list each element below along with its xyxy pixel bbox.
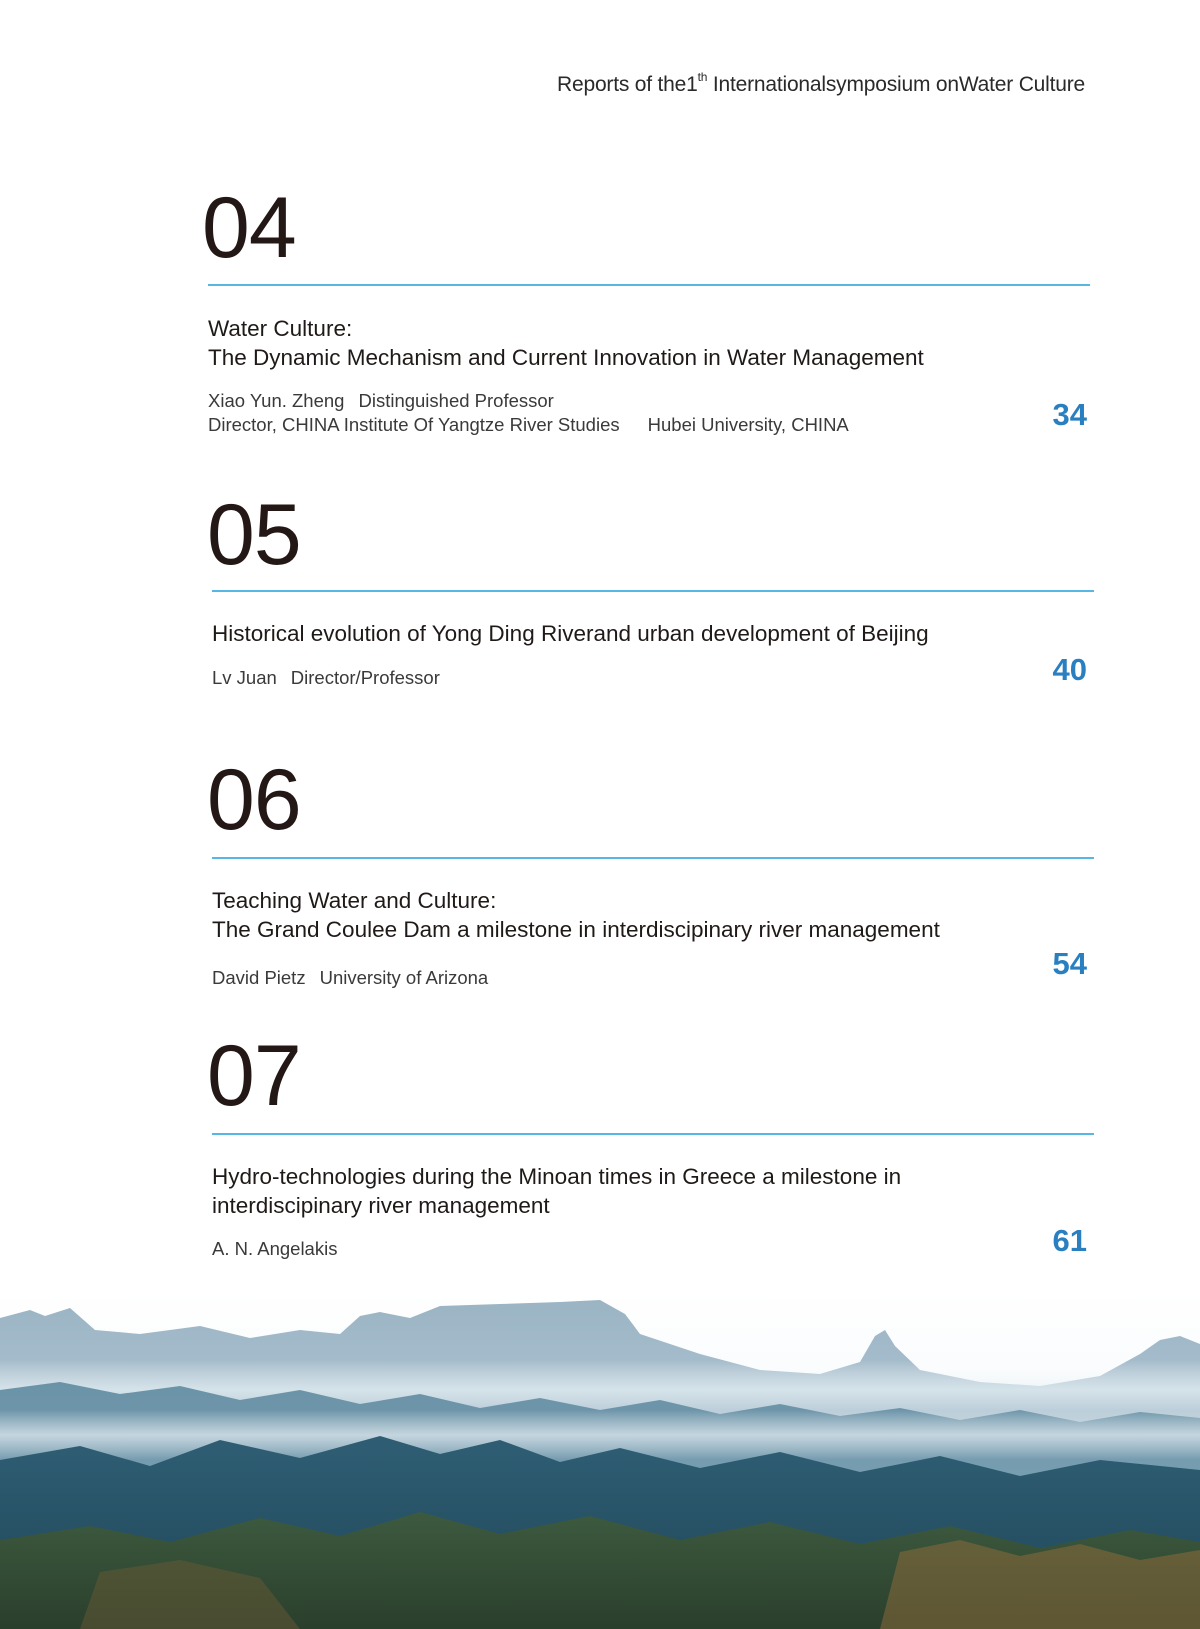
page-number[interactable]: 54 [1052, 946, 1087, 981]
entry-authors [212, 966, 488, 990]
author-line [208, 413, 849, 437]
entry-authors [212, 1237, 337, 1261]
author-name: Lv Juan [212, 667, 277, 688]
section-number: 06 [207, 752, 301, 848]
section-number: 04 [202, 180, 296, 276]
section-divider [212, 590, 1094, 592]
author-affiliation-org: Hubei University, CHINA [647, 414, 849, 435]
entry-title[interactable] [208, 314, 924, 372]
page-number[interactable]: 40 [1052, 652, 1087, 687]
header-superscript: th [697, 70, 708, 84]
author-name: David Pietz [212, 967, 306, 988]
page-number[interactable]: 61 [1052, 1223, 1087, 1258]
author-affiliation: Director, CHINA Institute Of Yangtze River Studies [208, 414, 620, 435]
entry-title-line: Water Culture: [208, 316, 353, 341]
entry-title-line: The Dynamic Mechanism and Current Innovation in Water Management [208, 345, 924, 370]
author-affiliation: University of Arizona [319, 967, 489, 988]
author-role: Director/Professor [290, 667, 440, 688]
entry-title-line: The Grand Coulee Dam a milestone in interdiscipinary river management [212, 917, 940, 942]
author-line [212, 966, 488, 990]
section-number: 07 [207, 1028, 301, 1124]
entry-title[interactable] [212, 886, 940, 944]
author-name: Xiao Yun. Zheng [208, 390, 345, 411]
author-line [212, 1237, 337, 1261]
mountain-landscape-image [0, 1290, 1200, 1629]
entry-title[interactable] [212, 619, 929, 648]
page-number[interactable]: 34 [1052, 397, 1087, 432]
entry-authors [208, 389, 849, 437]
running-header [557, 70, 1085, 97]
section-divider [212, 857, 1094, 859]
entry-authors [212, 666, 440, 690]
header-suffix: Internationalsymposium onWater Culture [707, 73, 1085, 96]
entry-title-line: Historical evolution of Yong Ding Riverand urban development of Beijing [212, 621, 929, 646]
entry-title-line: Teaching Water and Culture: [212, 888, 497, 913]
section-divider [208, 284, 1090, 286]
author-line [208, 389, 849, 413]
entry-title-line: interdiscipinary river management [212, 1193, 550, 1218]
author-line [212, 666, 440, 690]
entry-title[interactable] [212, 1162, 901, 1220]
author-name: A. N. Angelakis [212, 1238, 338, 1259]
header-prefix: Reports of the1 [557, 73, 698, 96]
author-role: Distinguished Professor [358, 390, 554, 411]
section-number: 05 [207, 487, 301, 583]
section-divider [212, 1133, 1094, 1135]
entry-title-line: Hydro-technologies during the Minoan times in Greece a milestone in [212, 1164, 902, 1189]
